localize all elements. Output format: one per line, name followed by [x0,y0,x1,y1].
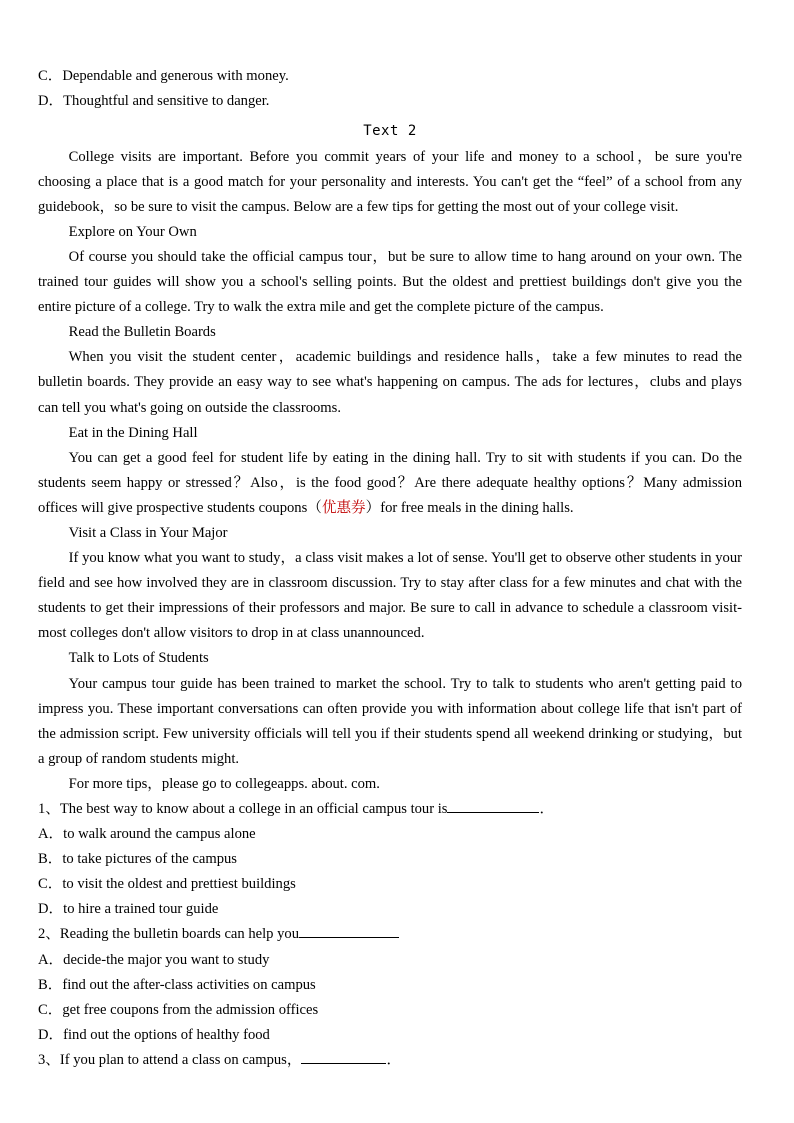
dining-text-part2: ）for free meals in the dining halls. [365,499,574,516]
section-paragraph-students: Your campus tour guide has been trained to market the school. Try to talk to students who aren't getting paid to impress you. These important conversations can often provide you with information about college life that isn't part of the admission script. Few university officials will tell you if their students spend all weekend drinking or studying，but a group of random students might. [38,675,742,767]
section-paragraph-dining [38,446,742,521]
option-text: Dependable and generous with money. [62,68,289,84]
option-label: D． [38,901,64,918]
answer-blank[interactable] [447,812,539,813]
option-label: C． [38,68,63,84]
option-text: Thoughtful and sensitive to danger. [63,93,270,110]
section-heading-dining: Eat in the Dining Hall [68,424,198,441]
dining-text-chinese: 优惠券 [321,499,366,516]
question-1-suffix: ． [539,801,555,818]
section-paragraph-class: If you know what you want to study，a class visit makes a lot of sense. You'll get to observe other students in your field and see how involved they are in classroom discussion. Try to stay after class for a few minutes and chat with the students to get their impressions of their professors and major. Be sure to call in advance to schedule a classroom visit-most colleges don't allow visitors to drop in at class unannounced. [38,550,742,642]
option-line [38,64,742,89]
answer-blank[interactable] [299,937,399,938]
option-label: A． [38,826,64,843]
option-line [38,998,742,1023]
option-line [38,897,742,922]
question-2-text: 2、Reading the bulletin boards can help you [38,926,300,943]
option-line [38,973,742,998]
option-text: to take pictures of the campus [62,851,237,868]
option-text: to hire a trained tour guide [63,901,219,918]
option-text: find out the after-class activities on campus [62,976,316,993]
section-paragraph-explore: Of course you should take the official campus tour，but be sure to allow time to hang around on your own. The trained tour guides will show you a school's selling points. But the oldest and prettiest buildings don't give you the entire picture of a college. Try to walk the extra mile and get the complete picture of the campus. [38,248,742,316]
option-label: A． [38,951,64,968]
question-3-suffix: ． [386,1051,402,1068]
option-line [38,89,742,114]
question-2-stem [38,922,742,947]
section-paragraph-bulletin: When you visit the student center，academic buildings and residence halls，take a few minutes to read the bulletin boards. They provide an easy way to see what's happening on campus. The ads for lectures，clubs and plays can tell you what's going on outside the classrooms. [38,349,742,416]
option-label: D． [38,93,64,110]
more-tips-paragraph: For more tips，please go to collegeapps. about. com. [68,775,380,792]
option-text: find out the options of healthy food [63,1026,270,1043]
text-heading: Text 2 [363,123,417,140]
option-label: B． [38,976,63,993]
option-text: get free coupons from the admission offices [62,1001,319,1018]
section-heading-class: Visit a Class in Your Major [68,524,228,541]
question-3-text: 3、If you plan to attend a class on campus， [38,1051,302,1068]
option-line [38,872,742,897]
option-label: C． [38,876,63,893]
section-heading-explore: Explore on Your Own [68,223,197,240]
intro-paragraph: College visits are important. Before you commit years of your life and money to a school，be sure you're choosing a place that is a good match for your personality and interests. You can't get the “feel” of a school from any guidebook，so be sure to visit the campus. Below are a few tips for getting the most out of your college visit. [38,148,742,215]
question-3-stem [38,1048,742,1073]
question-1-text: 1、The best way to know about a college in an official campus tour is [38,801,448,818]
dining-text-part1: You can get a good feel for student life by eating in the dining hall. Try to sit with students if you can. Do the students seem happy or stressed？Also，is the food good？Are there adequate healthy options？Many admission offices will give prospective students coupons（ [38,449,742,516]
option-label: C． [38,1001,63,1018]
option-text: to visit the oldest and prettiest buildings [62,876,296,893]
question-1-stem [38,797,742,822]
option-line [38,948,742,973]
section-heading-students: Talk to Lots of Students [68,650,209,667]
option-line [38,822,742,847]
answer-blank[interactable] [301,1063,386,1064]
option-text: to walk around the campus alone [63,826,256,843]
option-line [38,847,742,872]
option-label: B． [38,851,63,868]
option-text: decide-the major you want to study [63,951,270,968]
option-line [38,1023,742,1048]
section-heading-bulletin: Read the Bulletin Boards [68,324,216,341]
option-label: D． [38,1026,64,1043]
